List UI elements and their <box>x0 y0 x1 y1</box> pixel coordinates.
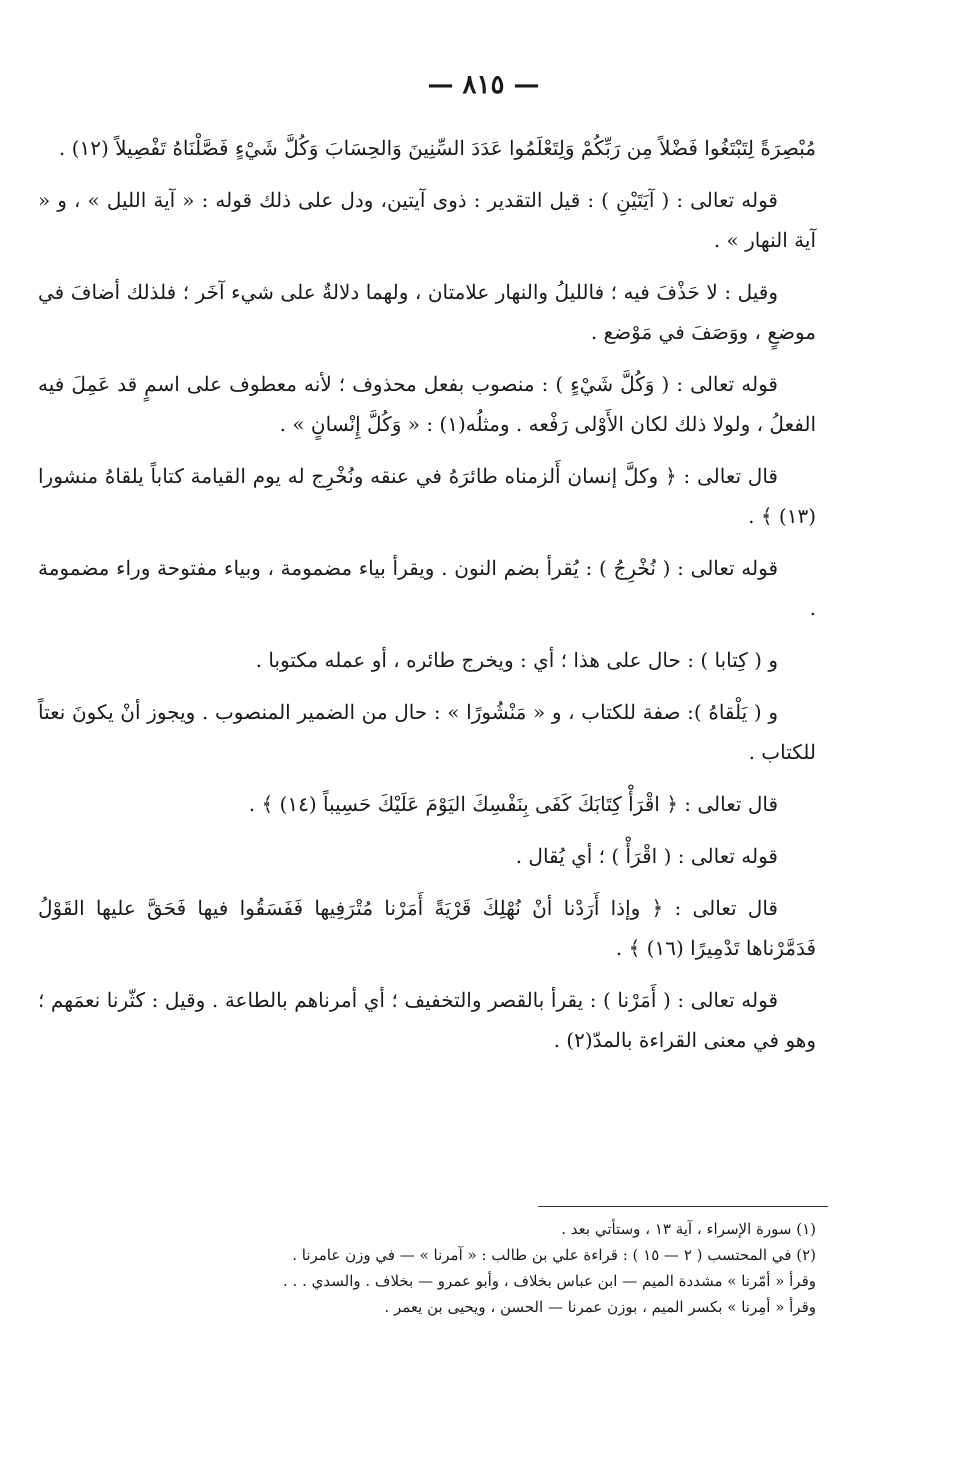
footnote-divider <box>538 1206 828 1207</box>
paragraph: مُبْصِرَةً لِتَبْتَغُوا فَضْلاً مِن رَبِّكُمْ وَلِتَعْلَمُوا عَدَدَ السِّنِينَ وَالحِسَابَ وَكُلَّ شَيْءٍ فَصَّلْنَاهُ تَفْصِيلاً (١٢) . <box>58 136 816 160</box>
page-number: — ٨١٥ — <box>427 70 540 100</box>
paragraph: و ( كِتابا ) : حال على هذا ؛ أي : ويخرج طائره ، أو عمله مكتوبا . <box>255 648 778 672</box>
paragraph: قوله تعالى : ( وَكُلَّ شَيْءٍ ) : منصوب بفعل محذوف ؛ لأنه معطوف على اسمٍ قد عَمِلَ فيه الفعلُ ، ولولا ذلك لكان الأَوْلى رَفْعه . ومثلُه(١) : « وَكُلَّ إِنْسانٍ » . <box>38 372 816 436</box>
paragraph: قوله تعالى : ( نُخْرِجُ ) : يُقرأ بضم النون . ويقرأ بياء مضمومة ، وبياء مفتوحة وراء مضمومة . <box>38 556 816 620</box>
paragraph: وقيل : لا حَذْفَ فيه ؛ فالليلُ والنهار علامتان ، ولهما دلالةٌ على شيء آخَر ؛ فلذلك أضافَ في موضعٍ ، ووَصَفَ في مَوْضع . <box>38 280 816 344</box>
footnote: (٢) في المحتسب ( ٢ — ١٥ ) : قراءة علي بن طالب : « آمرنا » — في وزن عامرنا . <box>292 1246 816 1264</box>
paragraph: قال تعالى : ﴿ وكلَّ إنسان أَلزمناه طائرَهُ في عنقه ونُخْرِج له يوم القيامة كتاباً يلقاهُ منشورا (١٣) ﴾ . <box>38 464 816 528</box>
paragraph: قوله تعالى : ( اقْرَأْ ) ؛ أي يُقال . <box>515 844 778 868</box>
paragraph: قال تعالى : ﴿ اقْرَأْ كِتَابَكَ كَفَى بِنَفْسِكَ اليَوْمَ عَلَيْكَ حَسِيباً (١٤) ﴾ . <box>248 792 778 816</box>
footnote: (١) سورة الإسراء ، آية ١٣ ، وستأتي بعد . <box>561 1220 816 1238</box>
footnote: وقرأ « أمِرنا » بكسر الميم ، بوزن عمرنا — الحسن ، ويحيى بن يعمر . <box>384 1298 816 1316</box>
body-text <box>38 128 816 1072</box>
paragraph: و ( يَلْقاهُ ): صفة للكتاب ، و « مَنْشُورًا » : حال من الضمير المنصوب . ويجوز أنْ يكونَ نعتاً للكتاب . <box>38 700 816 764</box>
paragraph: قال تعالى : ﴿ وإذا أَرَدْنا أنْ نُهْلِكَ قَرْيَةً أَمَرْنا مُتْرَفِيها فَفَسَقُوا فيها فَحَقَّ عليها القَوْلُ فَدَمَّرْناها تَدْمِيرًا (١٦) ﴾ . <box>38 896 816 960</box>
paragraph: قوله تعالى : ( آيَتَيْنِ ) : قيل التقدير : ذوى آيتين، ودل على ذلك قوله : « آية الليل » ، و « آية النهار » . <box>38 188 816 252</box>
paragraph: قوله تعالى : ( أَمَرْنا ) : يقرأ بالقصر والتخفيف ؛ أي أمرناهم بالطاعة . وقيل : كثّرنا نعمَهم ؛ وهو في معنى القراءة بالمدّ(٢) . <box>38 988 816 1052</box>
footnotes <box>38 1216 816 1320</box>
footnote: وقرأ « أمّرنا » مشددة الميم — ابن عباس بخلاف ، وأبو عمرو — بخلاف . والسدي . . . <box>283 1272 816 1290</box>
